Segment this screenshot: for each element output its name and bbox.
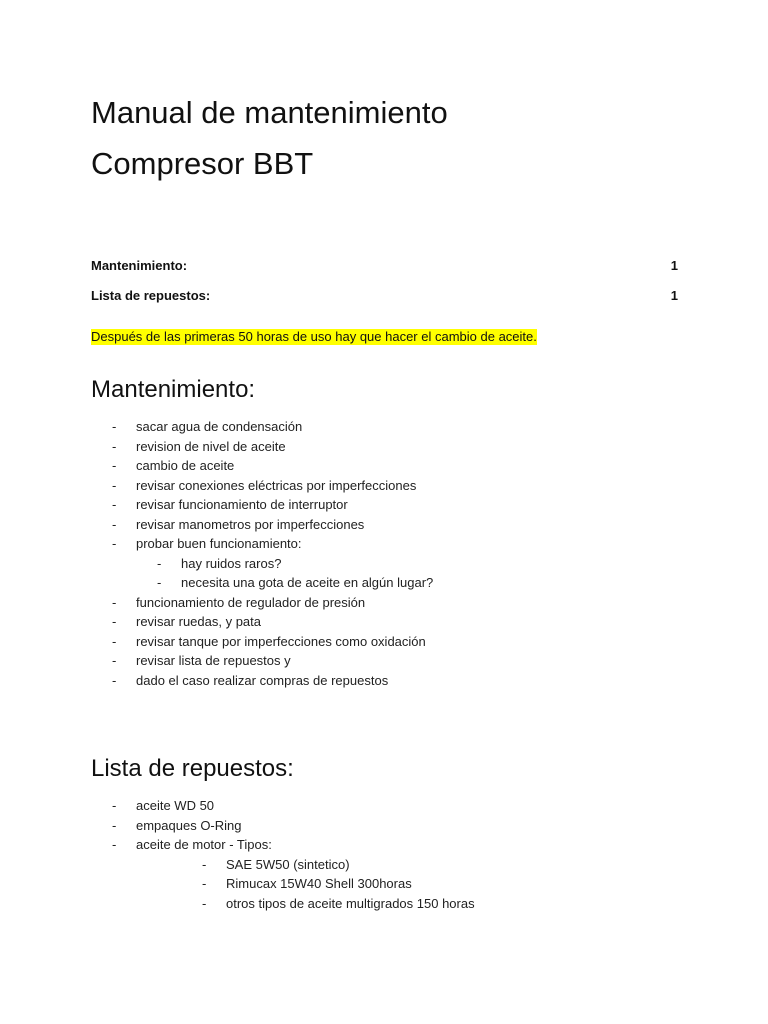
list-item-text: revisar funcionamiento de interruptor <box>136 497 348 512</box>
list-item-text: otros tipos de aceite multigrados 150 horas <box>226 895 475 911</box>
list-item-text: revisar tanque por imperfecciones como oxidación <box>136 633 426 649</box>
bullet-dash: - <box>112 798 117 813</box>
list-item-text: revisar lista de repuestos y <box>136 653 291 668</box>
list-item-text: SAE 5W50 (sintetico) <box>226 856 350 872</box>
toc-entry-page: 1 <box>670 258 678 273</box>
bullet-dash: - <box>157 575 162 590</box>
bullet-dash: - <box>112 653 117 668</box>
maintenance-heading: Mantenimiento: <box>91 376 256 403</box>
bullet-dash: - <box>157 555 162 571</box>
bullet-dash: - <box>112 536 117 551</box>
document-title-line-2: Compresor BBT <box>91 146 314 181</box>
list-item-text: revisar conexiones eléctricas por imperfecciones <box>136 477 417 493</box>
bullet-dash: - <box>112 477 117 493</box>
bullet-dash: - <box>112 458 117 473</box>
toc-entry-label: Lista de repuestos: <box>91 288 211 303</box>
list-item-text: Rimucax 15W40 Shell 300horas <box>226 876 412 891</box>
bullet-dash: - <box>112 672 117 688</box>
bullet-dash: - <box>112 837 117 852</box>
bullet-dash: - <box>112 594 117 610</box>
bullet-dash: - <box>112 497 117 512</box>
list-item-text: probar buen funcionamiento: <box>136 536 302 551</box>
bullet-dash: - <box>112 817 117 833</box>
bullet-dash: - <box>202 856 207 872</box>
spare-parts-heading: Lista de repuestos: <box>91 755 294 782</box>
toc-entry-label: Mantenimiento: <box>91 258 188 273</box>
list-item-text: cambio de aceite <box>136 458 235 473</box>
list-item-text: aceite de motor - Tipos: <box>136 837 272 852</box>
list-item-text: dado el caso realizar compras de repuestos <box>136 672 389 688</box>
bullet-dash: - <box>202 876 207 891</box>
list-item-text: empaques O-Ring <box>136 817 242 833</box>
toc-entry-lista-de-repuestos[interactable] <box>91 288 678 304</box>
list-item-text: funcionamiento de regulador de presión <box>136 594 366 610</box>
bullet-dash: - <box>112 516 117 532</box>
highlighted-note: Después de las primeras 50 horas de uso hay que hacer el cambio de aceite. <box>91 329 537 344</box>
list-item-text: revisar ruedas, y pata <box>136 614 262 629</box>
list-item-text: sacar agua de condensación <box>136 419 303 434</box>
list-item-text: revisar manometros por imperfecciones <box>136 516 365 532</box>
document-title-line-1: Manual de mantenimiento <box>91 95 448 130</box>
list-item-text: aceite WD 50 <box>136 798 215 813</box>
bullet-dash: - <box>202 895 207 911</box>
bullet-dash: - <box>112 419 117 434</box>
bullet-dash: - <box>112 438 117 454</box>
list-item-text: revision de nivel de aceite <box>136 438 286 454</box>
bullet-dash: - <box>112 614 117 629</box>
toc-entry-page: 1 <box>670 288 678 303</box>
list-item-text: hay ruidos raros? <box>181 555 282 571</box>
toc-entry-mantenimiento[interactable] <box>91 258 678 274</box>
bullet-dash: - <box>112 633 117 649</box>
list-item-text: necesita una gota de aceite en algún lugar? <box>181 575 434 590</box>
